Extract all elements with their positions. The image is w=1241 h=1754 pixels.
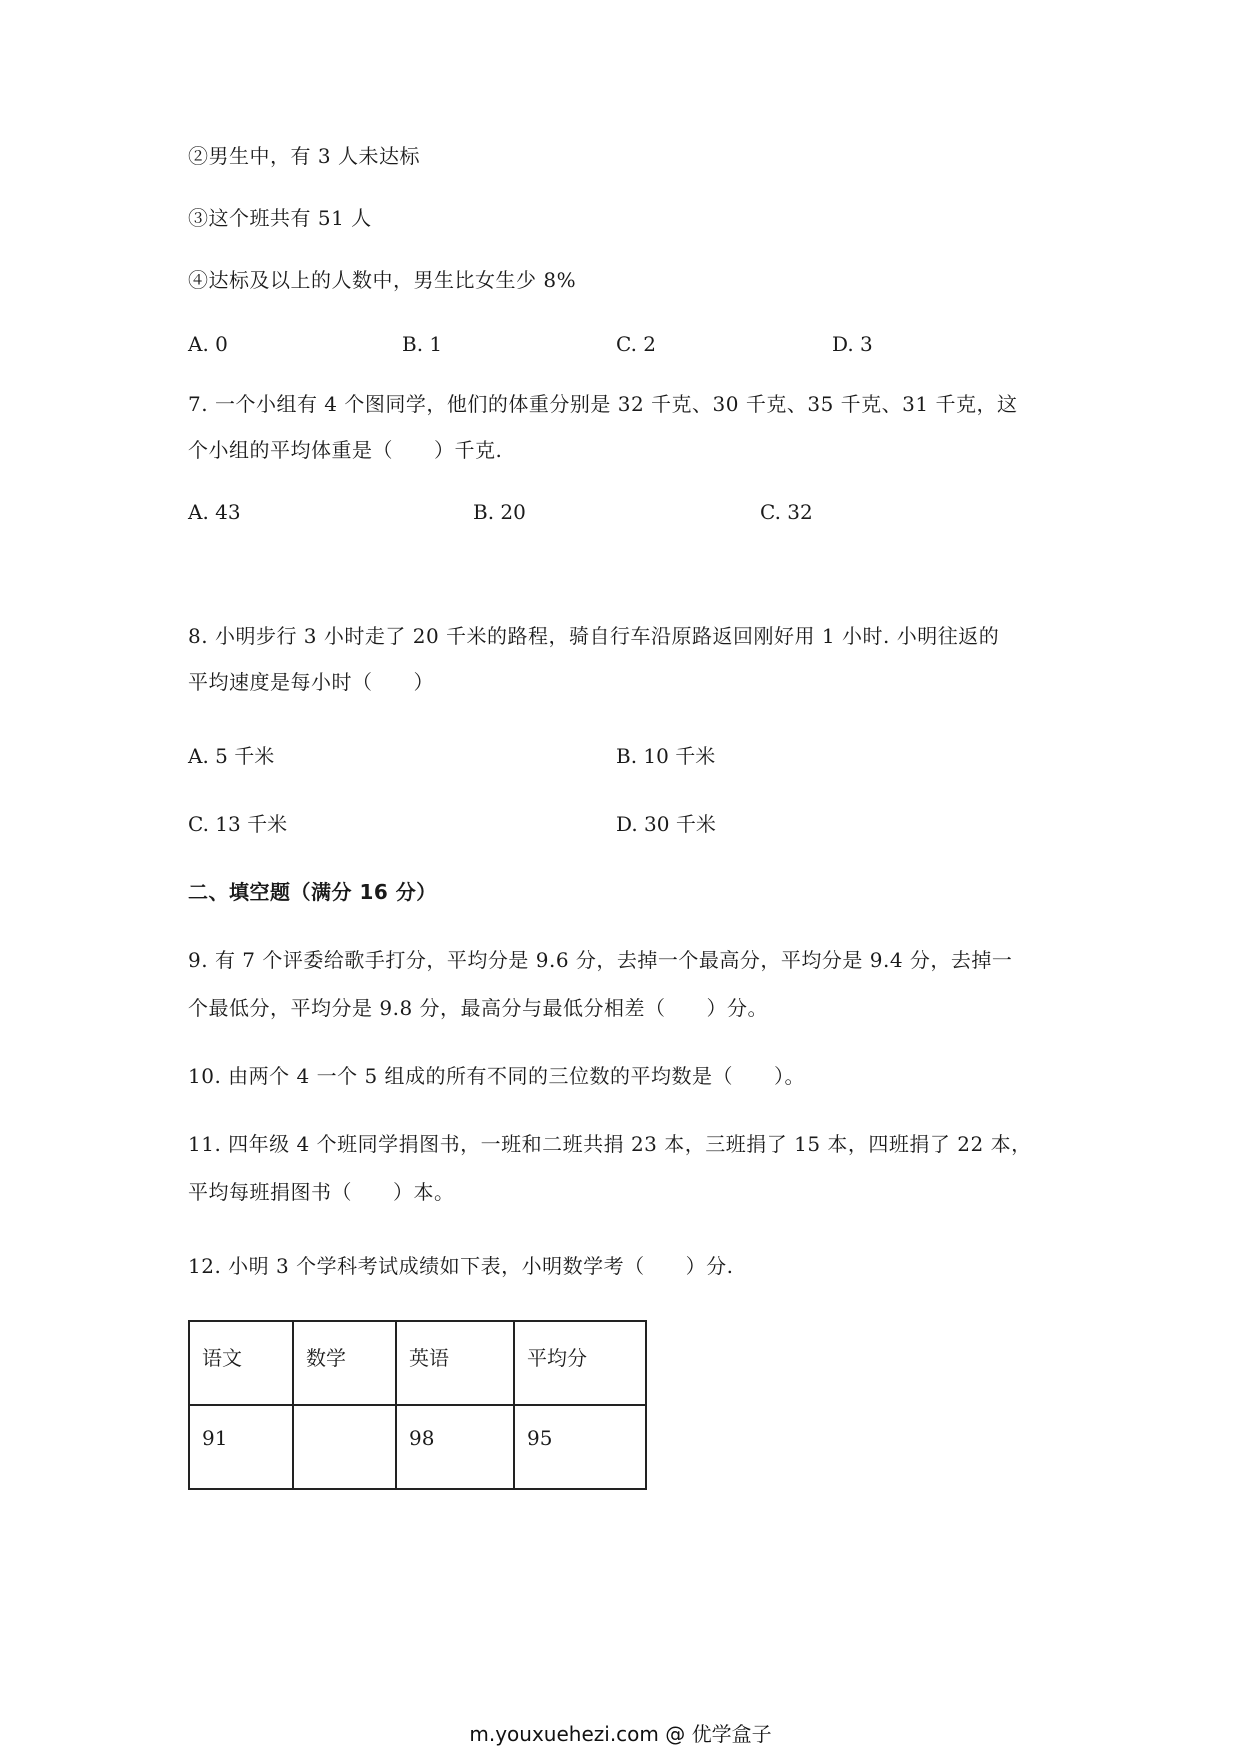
statement-3: ③这个班共有 51 人 [188, 206, 372, 230]
value-math [293, 1405, 396, 1489]
q6-option-b: B. 1 [402, 332, 443, 356]
header-average: 平均分 [514, 1321, 646, 1405]
q6-option-d: D. 3 [832, 332, 873, 356]
q11-line-2: 平均每班捐图书（ ）本。 [188, 1180, 455, 1204]
q8-line-2: 平均速度是每小时（ ） [188, 670, 434, 694]
q9-line-1: 9. 有 7 个评委给歌手打分，平均分是 9.6 分，去掉一个最高分，平均分是 9.4 分，去掉一 [188, 948, 1013, 972]
value-chinese: 91 [189, 1405, 293, 1489]
section-2-title: 二、填空题（满分 16 分） [188, 880, 437, 904]
scores-table [188, 1320, 647, 1490]
q6-option-a: A. 0 [188, 332, 228, 356]
q7-line-2: 个小组的平均体重是（ ）千克. [188, 438, 503, 462]
q12-line-1: 12. 小明 3 个学科考试成绩如下表，小明数学考（ ）分. [188, 1254, 734, 1278]
value-average: 95 [514, 1405, 646, 1489]
q8-option-d: D. 30 千米 [616, 812, 716, 836]
q10-line-1: 10. 由两个 4 一个 5 组成的所有不同的三位数的平均数是（ ）。 [188, 1064, 806, 1088]
q6-option-c: C. 2 [616, 332, 657, 356]
statement-4: ④达标及以上的人数中，男生比女生少 8% [188, 268, 577, 292]
header-math: 数学 [293, 1321, 396, 1405]
header-chinese: 语文 [189, 1321, 293, 1405]
value-english: 98 [396, 1405, 514, 1489]
q8-option-b: B. 10 千米 [616, 744, 716, 768]
q11-line-1: 11. 四年级 4 个班同学捐图书，一班和二班共捐 23 本，三班捐了 15 本，四班捐了 22 本， [188, 1132, 1032, 1156]
statement-2: ②男生中，有 3 人未达标 [188, 144, 420, 168]
q7-line-1: 7. 一个小组有 4 个图同学，他们的体重分别是 32 千克、30 千克、35 千克、31 千克，这 [188, 392, 1018, 416]
table-value-row [189, 1405, 646, 1489]
q9-line-2: 个最低分，平均分是 9.8 分，最高分与最低分相差（ ）分。 [188, 996, 769, 1020]
q8-option-a: A. 5 千米 [188, 744, 275, 768]
footer-watermark: m.youxuehezi.com @ 优学盒子 [469, 1722, 772, 1746]
header-english: 英语 [396, 1321, 514, 1405]
q7-option-b: B. 20 [473, 500, 526, 524]
q7-option-a: A. 43 [188, 500, 241, 524]
q8-line-1: 8. 小明步行 3 小时走了 20 千米的路程，骑自行车沿原路返回刚好用 1 小时. 小明往返的 [188, 624, 1000, 648]
table-header-row [189, 1321, 646, 1405]
q7-option-c: C. 32 [760, 500, 813, 524]
q8-option-c: C. 13 千米 [188, 812, 288, 836]
